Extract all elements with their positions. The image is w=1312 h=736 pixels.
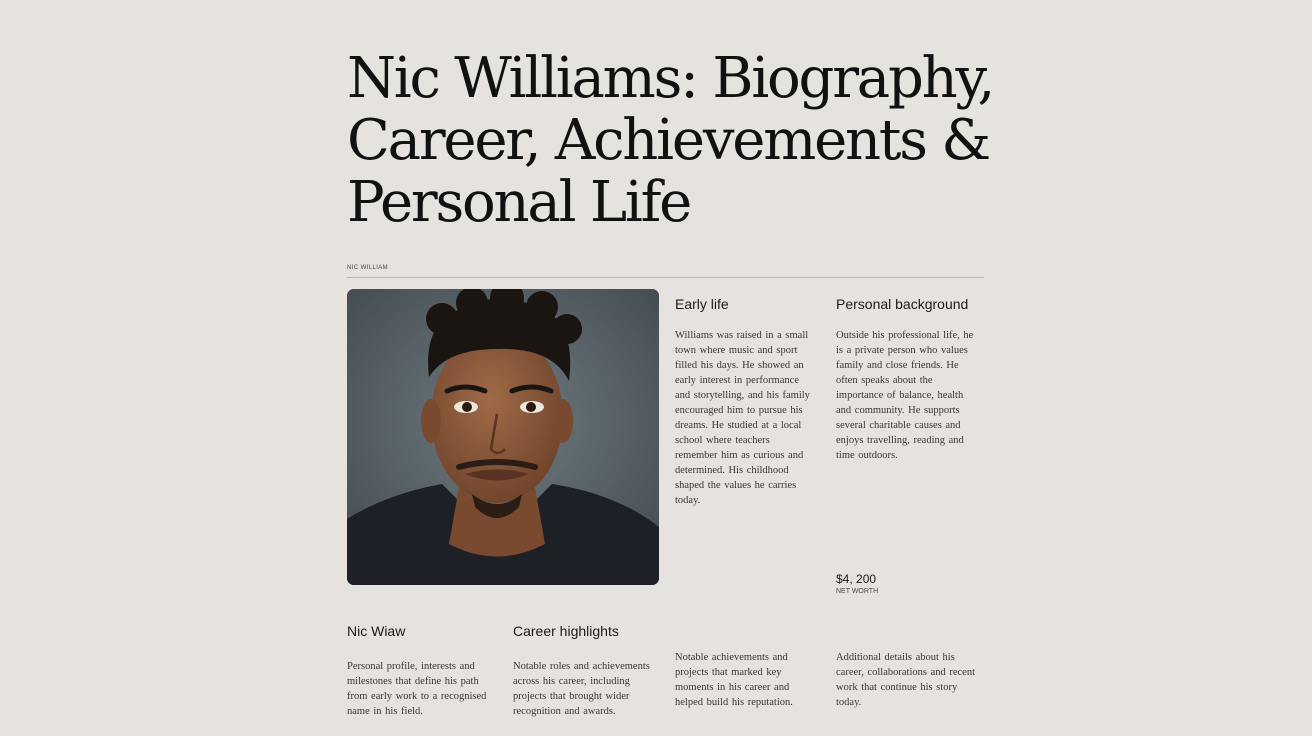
career-highlights-section — [513, 622, 653, 719]
personal-background-section — [836, 295, 976, 463]
text-column-3 — [675, 650, 815, 710]
nic-wiaw-text: Personal profile, interests and milestones that define his path from early work to a recognised name in his field. — [347, 661, 487, 717]
career-highlights-text: Notable roles and achievements across his career, including projects that brought wider recognition and awards. — [513, 661, 650, 717]
nic-wiaw-heading: Nic Wiaw — [347, 623, 406, 639]
early-life-heading: Early life — [675, 296, 729, 312]
portrait-photo — [347, 289, 659, 585]
page-title: Nic Williams: Biography, Career, Achievements & Personal Life — [347, 46, 994, 235]
column-3-text: Notable achievements and projects that marked key moments in his career and helped build his reputation. — [675, 652, 793, 708]
early-life-text: Williams was raised in a small town where music and sport filled his days. He showed an early interest in performance and storytelling, and his family encouraged him to pursue his dreams. He studied at a local school where teachers remember him as curious and determined. His childhood shaped the values he carries today. — [675, 330, 810, 506]
nic-wiaw-section — [347, 622, 487, 719]
divider — [347, 277, 984, 278]
personal-background-heading: Personal background — [836, 296, 969, 312]
stat-value: $4, 200 — [836, 572, 877, 586]
stat-label: NET WORTH — [836, 588, 879, 595]
column-4-text: Additional details about his career, collaborations and recent work that continue his story today. — [836, 652, 976, 708]
early-life-section — [675, 295, 815, 508]
career-highlights-heading: Career highlights — [513, 623, 619, 639]
article — [347, 0, 994, 736]
byline: NIC WILLIAM — [347, 265, 389, 271]
personal-background-text: Outside his professional life, he is a private person who values family and close friends. He often speaks about the importance of balance, health and community. He supports several charitable causes and enjoys travelling, reading and time outdoors. — [836, 330, 974, 461]
text-column-4 — [836, 650, 976, 710]
